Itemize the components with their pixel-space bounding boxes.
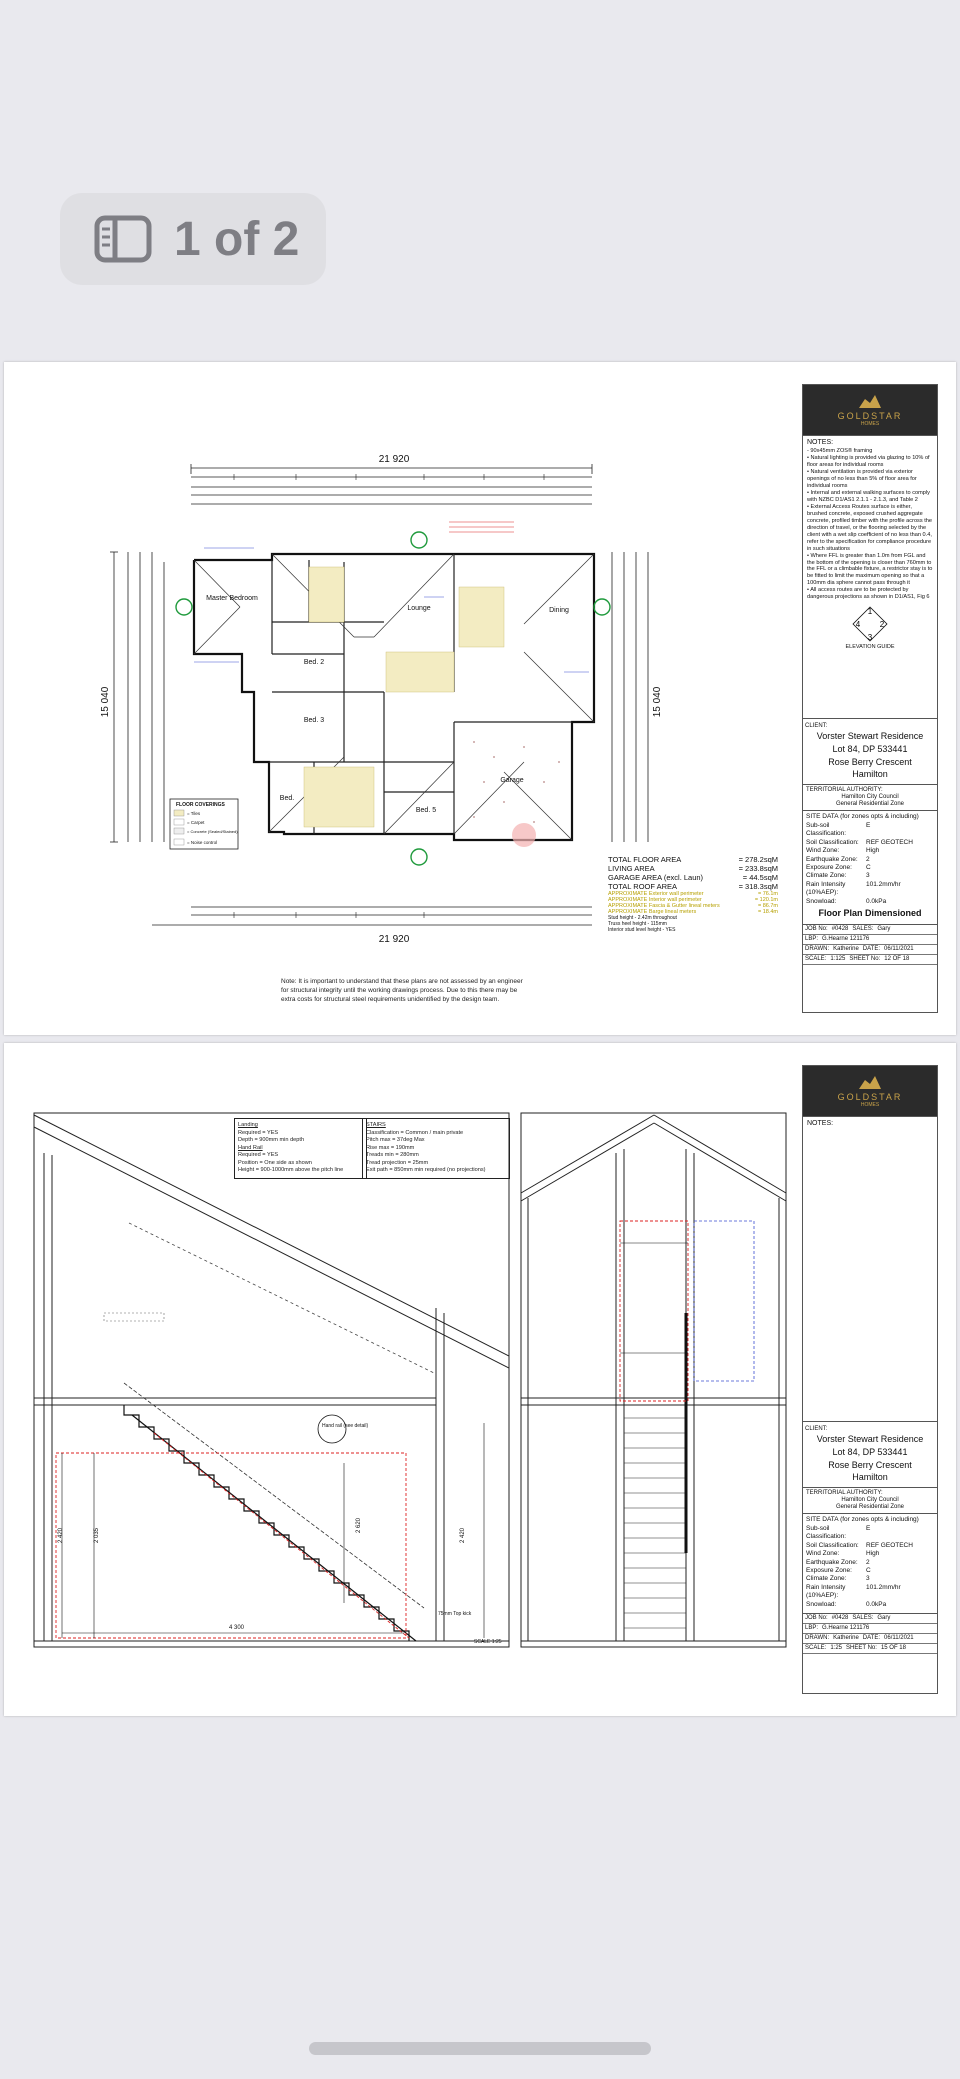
overall-depth-left: 15 040 bbox=[100, 686, 111, 718]
page-indicator-label: 1 of 2 bbox=[174, 212, 300, 266]
room-dining: Dining bbox=[549, 607, 569, 614]
svg-text:2 420: 2 420 bbox=[460, 1527, 466, 1543]
overall-width-bottom: 21 920 bbox=[378, 934, 410, 945]
sidebar-icon bbox=[94, 215, 152, 263]
drawing-info: JOB No: #0428 SALES: Gary LBP: G.Hearne 121176 DRAWN: Katherine DATE: 06/11/2021 SCALE: 1:25 SHEET No: 15 OF 18 bbox=[803, 1613, 937, 1654]
structural-note: Note: It is important to understand that these plans are not assessed by an engineer for structural integrity until the working drawings process. Due to this there may be extra costs for structural steel requirements unidentified by the design team. bbox=[281, 978, 523, 1003]
site-data: SITE DATA (for zones opts & including) Sub-soil Classification: E Soil Classification: REF GEOTECH Wind Zone: High Earthquake Zone: 2 Exposure Zone: C Climate Zone: 3 Rain Intensity (10%AEP): 101.2mm/hr Snowload: 0.0kPa bbox=[803, 1513, 937, 1613]
floor-coverings-legend bbox=[170, 799, 238, 849]
svg-text:4: 4 bbox=[855, 620, 861, 630]
svg-text:2: 2 bbox=[879, 620, 885, 630]
area-schedule: TOTAL FLOOR AREA = 278.2sqM LIVING AREA = 233.8sqM GARAGE AREA (excl. Laun) = 44.5sqM TOTAL ROOF AREA = 318.3sqM APPROXIMATE Exterior wall perimeter = 76.1m APPROXIMATE Interior wall perimeter = 120.1m APPROXIMATE Fascia & Gutter lineal meters = 86.7m APPROXIMATE Barge lineal meters = 18.4m Stud height - 2.42m throughout Truss heel height - 115mm Interior stud level height - YES bbox=[608, 855, 778, 933]
room-garage: Garage bbox=[500, 777, 524, 784]
svg-text:= Carpet: = Carpet bbox=[187, 820, 205, 825]
territorial-authority: TERRITORIAL AUTHORITY: Hamilton City Council General Residential Zone bbox=[803, 784, 937, 811]
svg-text:75mm Top kick: 75mm Top kick bbox=[438, 1611, 472, 1617]
room-lounge: Lounge bbox=[407, 605, 431, 612]
page-indicator[interactable] bbox=[60, 193, 326, 285]
site-data: SITE DATA (for zones opts & including) Sub-soil Classification: E Soil Classification: REF GEOTECH Wind Zone: High Earthquake Zone: 2 Exposure Zone: C Climate Zone: 3 Rain Intensity (10%AEP): 101.2mm/hr Snowload: 0.0kPa Floor Plan Dimensioned bbox=[803, 810, 937, 924]
svg-text:= Noise control: = Noise control bbox=[187, 840, 218, 845]
sheet-title: Floor Plan Dimensioned bbox=[818, 908, 922, 919]
room-bed-2: Bed. 2 bbox=[303, 659, 325, 666]
svg-text:1: 1 bbox=[867, 607, 873, 617]
notes-section: NOTES: bbox=[803, 1116, 937, 1421]
svg-text:= Concrete (Sealed/Stained): = Concrete (Sealed/Stained) bbox=[187, 829, 238, 834]
svg-text:2 035: 2 035 bbox=[94, 1527, 100, 1543]
house-logo-icon bbox=[857, 1074, 883, 1090]
house-logo-icon bbox=[857, 393, 883, 409]
client-section: CLIENT: Vorster Stewart Residence Lot 84, DP 533441 Rose Berry Crescent Hamilton bbox=[803, 718, 937, 784]
title-block-1 bbox=[802, 384, 938, 1013]
overall-width-top: 21 920 bbox=[378, 454, 410, 465]
goldstar-logo: GOLDSTAR HOMES bbox=[803, 1066, 937, 1116]
goldstar-logo: GOLDSTAR HOMES bbox=[803, 385, 937, 435]
svg-text:2 420: 2 420 bbox=[58, 1527, 64, 1543]
svg-text:SCALE 1:25: SCALE 1:25 bbox=[474, 1639, 502, 1645]
svg-text:2 620: 2 620 bbox=[356, 1517, 362, 1533]
svg-text:= Tiles: = Tiles bbox=[187, 811, 201, 816]
room-bed-3: Bed. 3 bbox=[303, 717, 325, 724]
client-section: CLIENT: Vorster Stewart Residence Lot 84, DP 533441 Rose Berry Crescent Hamilton bbox=[803, 1421, 937, 1487]
document-page-2[interactable] bbox=[4, 1043, 956, 1716]
elevation-guide-icon bbox=[850, 604, 890, 644]
notes-section: NOTES: - 90x45mm ZOS® framing • Natural lighting is provided via glazing to 10% of floor areas for individual rooms • Natural ventilation is provided via exterior openings of no less than 5% of floor area for individual rooms • Internal and external walking surfaces to comply with NZBC D1/AS1 2.1.1 - 2.1.3, and Table 2 • External Access Routes surface is either, brushed concrete, exposed crushed aggregate concrete, profiled timber with the profile across the direction of travel, or the flooring selected by the client with a wet slip coefficient of no less than 0.4, refer to the specification for compliance procedure in such situations • Where FFL is greater than 1.0m from FGL and the bottom of the opening is closer than 760mm to the FFL or a climbable fixture, a restrictor stay is to be fitted to limit the maximum opening so that a 100mm dia sphere cannot pass through it • All access routes are to be protected by dangerous projections as shown in D1/AS1, Fig 6 1 2 3 4 ELEVATION GUIDE bbox=[803, 435, 937, 718]
svg-text:3: 3 bbox=[867, 633, 873, 643]
overall-depth-right: 15 040 bbox=[652, 686, 663, 718]
room-bed-5: Bed. 5 bbox=[415, 807, 437, 814]
svg-text:Hand rail (see detail): Hand rail (see detail) bbox=[322, 1423, 369, 1429]
floor-plan-drawing bbox=[4, 362, 794, 1035]
drawing-info: JOB No: #0428 SALES: Gary LBP: G.Hearne 121176 DRAWN: Katherine DATE: 06/11/2021 SCALE: 1:125 SHEET No: 12 OF 18 bbox=[803, 924, 937, 965]
room-master-bedroom: Master Bedroom bbox=[206, 595, 258, 602]
territorial-authority: TERRITORIAL AUTHORITY: Hamilton City Council General Residential Zone bbox=[803, 1487, 937, 1514]
stairs-notes: STAIRS Classification = Common / main private Pitch max = 37deg Max Rise max = 190mm Treads min = 280mm Tread projection = 25mm Exit path = 850mm min required (no projections) bbox=[362, 1118, 510, 1179]
document-page-1[interactable] bbox=[4, 362, 956, 1035]
svg-text:FLOOR COVERINGS: FLOOR COVERINGS bbox=[176, 802, 225, 808]
svg-text:4 300: 4 300 bbox=[229, 1625, 245, 1631]
title-block-2 bbox=[802, 1065, 938, 1694]
room-bed-4: Bed. bbox=[279, 795, 295, 802]
landing-handrail-notes: Landing Required = YES Depth = 900mm min depth Hand Rail Required = YES Position = One side as shown Height = 900-1000mm above the pitch line bbox=[234, 1118, 367, 1179]
home-indicator[interactable] bbox=[309, 2042, 651, 2055]
